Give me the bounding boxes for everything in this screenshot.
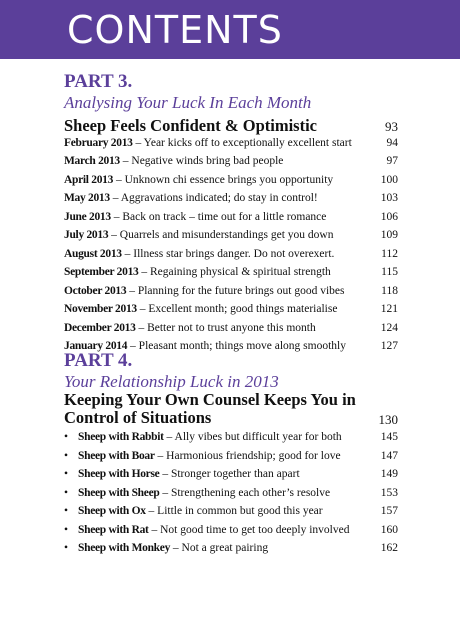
toc-entry-page: 100 bbox=[380, 173, 398, 186]
toc-entry-page: 106 bbox=[380, 210, 398, 223]
bullet: • bbox=[64, 468, 69, 480]
toc-entry bbox=[64, 502, 398, 520]
toc-entry-description: – Pleasant month; things move along smoothly bbox=[127, 339, 346, 352]
part4-heading-page: 130 bbox=[378, 412, 398, 427]
toc-entry-description: – Unknown chi essence brings you opportunity bbox=[113, 173, 334, 186]
toc-entry-title: Sheep with Ox bbox=[78, 505, 146, 517]
toc-entry bbox=[64, 152, 398, 170]
page-title: CONTENTS bbox=[67, 8, 283, 52]
toc-entry-description: – Quarrels and misunderstandings get you down bbox=[108, 229, 334, 242]
toc-entry-title: January 2014 bbox=[64, 339, 128, 352]
toc-entry-title: July 2013 bbox=[64, 229, 109, 242]
toc-entry-title: Sheep with Sheep bbox=[78, 486, 160, 499]
toc-entry-title: June 2013 bbox=[64, 210, 111, 223]
toc-entry-title: Sheep with Boar bbox=[78, 449, 155, 462]
bullet: • bbox=[64, 449, 69, 462]
part4-heading-line2: Control of Situations bbox=[64, 408, 212, 427]
toc-entry-title: Sheep with Rabbit bbox=[78, 431, 164, 443]
toc-entry bbox=[64, 263, 398, 281]
toc-entry bbox=[64, 226, 398, 244]
bullet: • bbox=[64, 523, 69, 536]
part4-label: PART 4. bbox=[64, 350, 133, 371]
toc-entry-title: February 2013 bbox=[64, 137, 133, 149]
toc-entry-title: April 2013 bbox=[64, 173, 114, 186]
toc-entry bbox=[64, 282, 398, 300]
toc-entry-title: October 2013 bbox=[64, 284, 127, 297]
toc-entry-page: 103 bbox=[380, 192, 398, 205]
toc-entry-page: 115 bbox=[381, 266, 398, 279]
toc-entry-page: 97 bbox=[386, 155, 398, 168]
toc-entry-description: – Planning for the future brings out good vibes bbox=[126, 284, 345, 297]
header-banner bbox=[0, 0, 460, 59]
part3-subtitle: Analysing Your Luck In Each Month bbox=[64, 93, 312, 112]
toc-entry-page: 109 bbox=[380, 229, 398, 242]
toc-entry-title: Sheep with Horse bbox=[78, 468, 160, 480]
toc-entry bbox=[64, 484, 398, 502]
toc-entry-page: 153 bbox=[380, 486, 398, 499]
toc-entry-description: – Stronger together than apart bbox=[159, 468, 300, 480]
toc-entry-title: Sheep with Rat bbox=[78, 523, 149, 536]
toc-entry-description: – Not a great pairing bbox=[170, 542, 269, 554]
part4-subtitle: Your Relationship Luck in 2013 bbox=[64, 372, 279, 391]
toc-entry-description: – Negative winds bring bad people bbox=[119, 155, 284, 168]
toc-entry-page: 94 bbox=[386, 137, 398, 149]
toc-entry bbox=[64, 134, 398, 152]
toc-entry-description: – Back on track – time out for a little romance bbox=[110, 210, 327, 223]
toc-entry-description: – Illness star brings danger. Do not overexert. bbox=[121, 247, 335, 260]
toc-entry-page: 124 bbox=[380, 321, 398, 334]
toc-entry-page: 121 bbox=[380, 303, 398, 316]
bullet: • bbox=[64, 505, 69, 517]
toc-entry-page: 162 bbox=[380, 542, 398, 554]
toc-entry-title: March 2013 bbox=[64, 155, 120, 168]
toc-entry-description: – Strengthening each other’s resolve bbox=[159, 486, 331, 499]
toc-entry-description: – Better not to trust anyone this month bbox=[135, 321, 316, 334]
toc-entry-page: 157 bbox=[380, 505, 398, 517]
toc-entry-description: – Not good time to get too deeply involved bbox=[148, 523, 350, 536]
toc-entry bbox=[64, 428, 398, 446]
toc-entry-description: – Excellent month; good things materialise bbox=[136, 303, 338, 316]
part3-heading-page: 93 bbox=[385, 119, 398, 134]
part3-heading-text: Sheep Feels Confident & Optimistic bbox=[64, 116, 317, 135]
toc-entry-description: – Aggravations indicated; do stay in control! bbox=[109, 192, 318, 205]
toc-entry-title: September 2013 bbox=[64, 266, 139, 279]
part4-heading-line1: Keeping Your Own Counsel Keeps You in bbox=[64, 390, 356, 409]
toc-entry-page: 145 bbox=[380, 431, 398, 443]
toc-entry bbox=[64, 300, 398, 318]
toc-entry bbox=[64, 447, 398, 465]
part4-heading bbox=[64, 409, 398, 427]
part3-heading bbox=[64, 117, 398, 135]
toc-entry-description: – Year kicks off to exceptionally excellent start bbox=[132, 137, 352, 149]
toc-entry bbox=[64, 245, 398, 263]
part3-label: PART 3. bbox=[64, 71, 133, 92]
toc-entry bbox=[64, 171, 398, 189]
toc-entry-description: – Regaining physical & spiritual strength bbox=[138, 266, 331, 279]
toc-entry-page: 149 bbox=[380, 468, 398, 480]
toc-entry bbox=[64, 465, 398, 483]
toc-entry-description: – Little in common but good this year bbox=[145, 505, 323, 517]
toc-entry-title: May 2013 bbox=[64, 192, 110, 205]
toc-entry bbox=[64, 539, 398, 557]
bullet: • bbox=[64, 431, 69, 443]
toc-entry-title: Sheep with Monkey bbox=[78, 542, 171, 554]
toc-entry-title: December 2013 bbox=[64, 321, 136, 334]
toc-entry-page: 118 bbox=[381, 284, 398, 297]
bullet: • bbox=[64, 486, 69, 499]
toc-entry-description: – Harmonious friendship; good for love bbox=[154, 449, 341, 462]
toc-entry-page: 127 bbox=[380, 339, 398, 352]
toc-entry-title: August 2013 bbox=[64, 247, 122, 260]
toc-entry-page: 160 bbox=[380, 523, 398, 536]
toc-entry-page: 147 bbox=[380, 449, 398, 462]
bullet: • bbox=[64, 542, 69, 554]
toc-entry-page: 112 bbox=[381, 247, 398, 260]
toc-entry bbox=[64, 208, 398, 226]
toc-entry-description: – Ally vibes but difficult year for both bbox=[163, 431, 342, 443]
toc-entry-title: November 2013 bbox=[64, 303, 137, 316]
toc-entry bbox=[64, 319, 398, 337]
toc-entry bbox=[64, 521, 398, 539]
toc-entry bbox=[64, 189, 398, 207]
